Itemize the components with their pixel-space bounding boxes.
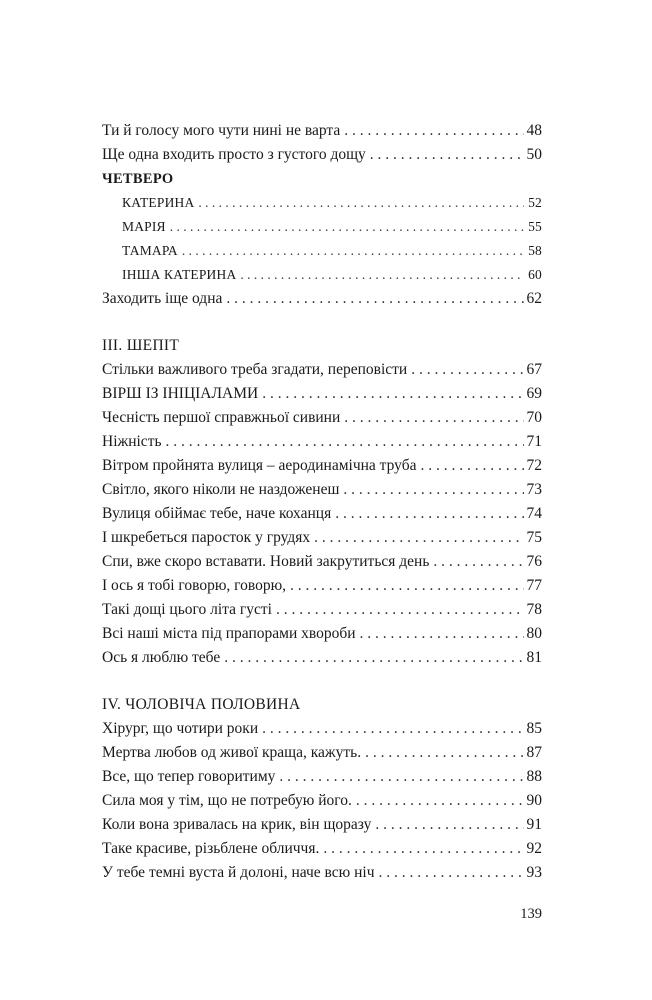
toc-entry-title: Всі наші міста під прапорами хвороби [102, 625, 356, 642]
toc-section-4 [102, 717, 542, 885]
toc-entry-title: Мертва любов од живої краща, кажуть. [102, 744, 362, 761]
toc-entry [102, 263, 542, 287]
dot-leader [198, 191, 524, 215]
dot-leader [335, 502, 524, 526]
toc-entry-page: 58 [528, 243, 542, 258]
toc-entry [102, 478, 542, 502]
dot-leader [170, 215, 524, 239]
toc-entry-page: 50 [526, 146, 542, 163]
table-of-contents [102, 119, 542, 885]
toc-entry [102, 502, 542, 526]
toc-entry-title: Чесність першої справжньої сивини [102, 409, 341, 426]
dot-leader [343, 478, 524, 502]
toc-entry [102, 813, 542, 837]
toc-entry-title: Заходить іще одна [102, 290, 223, 307]
dot-leader [226, 287, 524, 311]
toc-entry-page: 60 [528, 267, 542, 282]
toc-entry-page: 70 [526, 409, 542, 426]
dot-leader [279, 765, 524, 789]
toc-entry-title: Таке красиве, різьблене обличчя. [102, 840, 320, 857]
toc-entry-title: КАТЕРИНА [122, 195, 195, 210]
toc-entry-page: 78 [526, 601, 542, 618]
dot-leader [379, 861, 524, 885]
toc-entry-title: І ось я тобі говорю, говорю, [102, 577, 287, 594]
toc-entry-title: Все, що тепер говоритиму [102, 768, 276, 785]
dot-leader [262, 382, 524, 406]
toc-entry-page: 72 [526, 457, 542, 474]
toc-entry-title: Такі дощі цього літа густі [102, 601, 272, 618]
toc-entry [102, 430, 542, 454]
toc-entry [102, 191, 542, 215]
toc-entry [102, 622, 542, 646]
toc-entry-title: Ось я люблю тебе [102, 649, 221, 666]
toc-entry [102, 454, 542, 478]
toc-entry [102, 646, 542, 670]
toc-entry-title: ТАМАРА [122, 243, 178, 258]
dot-leader [344, 119, 524, 143]
toc-entry [102, 717, 542, 741]
toc-entry-page: 73 [526, 481, 542, 498]
toc-entry-title: Ще одна входить просто з густого дощу [102, 146, 366, 163]
toc-entry-page: 85 [526, 720, 542, 737]
toc-entry [102, 382, 542, 406]
dot-leader [290, 574, 524, 598]
dot-leader [433, 550, 524, 574]
toc-entry-page: 69 [526, 385, 542, 402]
dot-leader [370, 143, 524, 167]
toc-entry [102, 741, 542, 765]
toc-entry-page: 67 [526, 361, 542, 378]
toc-entry-page: 90 [526, 792, 542, 809]
toc-entry [102, 550, 542, 574]
toc-entry [102, 239, 542, 263]
toc-entry-page: 48 [526, 122, 542, 139]
toc-entry [102, 358, 542, 382]
toc-entry [102, 526, 542, 550]
toc-entry [102, 598, 542, 622]
toc-entry-title: У тебе темні вуста й долоні, наче всю ніч [102, 864, 375, 881]
section-heading-4: IV. ЧОЛОВІЧА ПОЛОВИНА [102, 696, 301, 713]
toc-entry [102, 143, 542, 167]
toc-entry-page: 87 [526, 744, 542, 761]
toc-entry-page: 88 [526, 768, 542, 785]
toc-entry-title: Вулиця обіймає тебе, наче коханця [102, 505, 332, 522]
toc-entry-title: Спи, вже скоро вставати. Новий закрутиться день [102, 553, 430, 570]
toc-entry-title: Ти й голосу мого чути нині не варта [102, 122, 341, 139]
toc-section-3 [102, 358, 542, 670]
toc-entry-page: 52 [528, 195, 542, 210]
dot-leader [314, 526, 524, 550]
toc-block-1 [102, 119, 542, 167]
dot-leader [262, 717, 524, 741]
toc-block-1-end [102, 287, 542, 311]
toc-entry-title: Коли вона зривалась на крик, він щоразу [102, 816, 372, 833]
toc-entry-page: 71 [526, 433, 542, 450]
dot-leader [365, 741, 524, 765]
toc-entry-title: МАРІЯ [122, 219, 166, 234]
dot-leader [166, 430, 524, 454]
toc-entry-title: Стільки важливого треба згадати, переповісти [102, 361, 408, 378]
toc-entry [102, 215, 542, 239]
dot-leader [356, 789, 524, 813]
dot-leader [240, 263, 524, 287]
toc-entry-page: 81 [526, 649, 542, 666]
toc-entry-title: Сила моя у тім, що не потребую його. [102, 792, 352, 809]
toc-entry [102, 789, 542, 813]
toc-entry-title: Світло, якого ніколи не наздоженеш [102, 481, 340, 498]
toc-entry [102, 765, 542, 789]
toc-entry [102, 406, 542, 430]
toc-entry-page: 80 [526, 625, 542, 642]
dot-leader [276, 598, 524, 622]
toc-entry-title: ІНША КАТЕРИНА [122, 267, 237, 282]
dot-leader [224, 646, 524, 670]
dot-leader [375, 813, 524, 837]
toc-heading-chetvero: ЧЕТВЕРО [102, 171, 174, 187]
toc-entry [102, 861, 542, 885]
toc-entry-title: Ніжність [102, 433, 162, 450]
toc-entry-title: Вітром пройнята вулиця – аеродинамічна труба [102, 457, 417, 474]
toc-entry-page: 75 [526, 529, 542, 546]
dot-leader [360, 622, 524, 646]
section-heading-3: ІІІ. ШЕПІТ [102, 337, 180, 354]
toc-entry-page: 91 [526, 816, 542, 833]
dot-leader [182, 239, 524, 263]
dot-leader [323, 837, 524, 861]
dot-leader [421, 454, 525, 478]
toc-entry [102, 574, 542, 598]
page-number: 139 [520, 906, 542, 922]
toc-entry-page: 62 [526, 290, 542, 307]
toc-entry-title: Хірург, що чотири роки [102, 720, 259, 737]
toc-entry [102, 119, 542, 143]
toc-entry-page: 77 [526, 577, 542, 594]
toc-entry-page: 92 [526, 840, 542, 857]
dot-leader [411, 358, 524, 382]
toc-entry-title: ВІРШ ІЗ ІНІЦІАЛАМИ [102, 385, 259, 402]
toc-entry-page: 93 [526, 864, 542, 881]
dot-leader [344, 406, 524, 430]
toc-entry [102, 837, 542, 861]
toc-entry-title: І шкребеться паросток у грудях [102, 529, 311, 546]
toc-entry-page: 74 [526, 505, 542, 522]
toc-block-chetvero [102, 191, 542, 287]
toc-entry-page: 76 [526, 553, 542, 570]
toc-entry [102, 287, 542, 311]
toc-entry-page: 55 [528, 219, 542, 234]
